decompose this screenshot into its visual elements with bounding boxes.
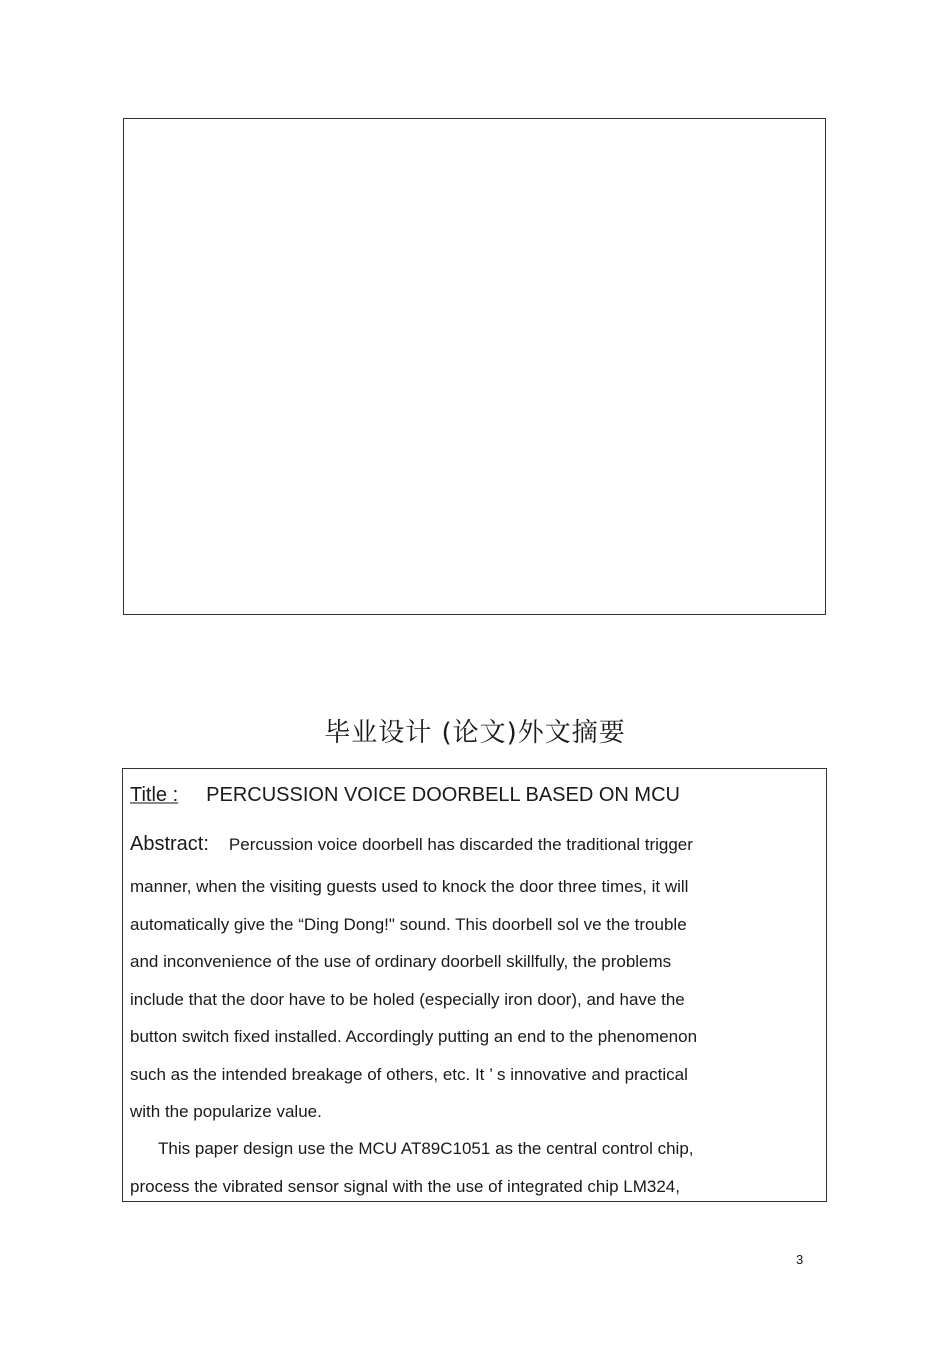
abstract-line-3: automatically give the “Ding Dong!" sound. This doorbell sol ve the trouble	[130, 915, 687, 934]
abstract-text: Percussion voice doorbell has discarded the traditional trigger	[228, 835, 693, 854]
abstract-line-8: with the popularize value.	[130, 1102, 322, 1121]
title-value: PERCUSSION VOICE DOORBELL BASED ON MCU	[206, 784, 680, 806]
abstract-box	[122, 768, 827, 1202]
blank-frame	[123, 118, 826, 615]
title-line	[130, 785, 680, 806]
abstract-line-9: This paper design use the MCU AT89C1051 as the central control chip,	[130, 1139, 694, 1158]
abstract-line-4: and inconvenience of the use of ordinary doorbell skillfully, the problems	[130, 952, 672, 971]
abstract-label: Abstract:	[130, 833, 209, 855]
abstract-line-7: such as the intended breakage of others, etc. It ’ s innovative and practical	[130, 1065, 688, 1084]
title-label: Title :	[130, 784, 179, 806]
abstract-line-6: button switch fixed installed. Accordingly putting an end to the phenomenon	[130, 1027, 698, 1046]
abstract-line-1	[130, 834, 693, 855]
abstract-line-10: process the vibrated sensor signal with the use of integrated chip LM324,	[130, 1177, 680, 1196]
abstract-line-2: manner, when the visiting guests used to knock the door three times, it will	[130, 877, 689, 896]
section-heading: 毕业设计 (论文)外文摘要	[324, 718, 626, 748]
abstract-line-5: include that the door have to be holed (especially iron door), and have the	[130, 990, 685, 1009]
page-number: 3	[796, 1252, 804, 1267]
